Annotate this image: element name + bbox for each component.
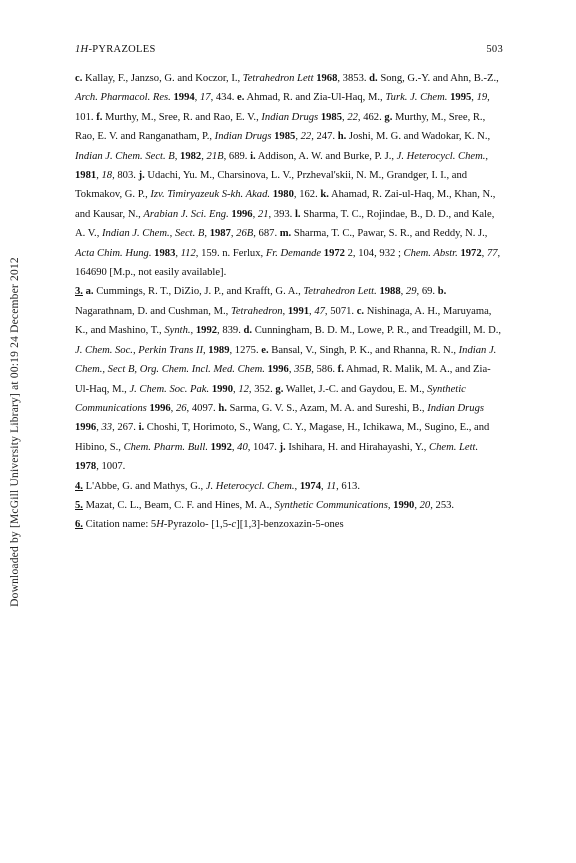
download-note: Downloaded by [McGill University Library] at 00:19 24 December 2012	[9, 256, 22, 607]
reference-3: 3. a. Cummings, R. T., DiZio, J. P., and Krafft, G. A., Tetrahedron Lett. 1988, 29, 69. b. Nagarathnam, D. and Cushman, M., Tetrahedron, 1991, 47, 5071. c. Nishinaga, A. H., Maruyama, K., and Mashino, T., Synth., 1992, 839. d. Cunningham, B. D. M., Lowe, P. R., and Treadgill, M. D., J. Chem. Soc., Perkin Trans II, 1989, 1275. e. Bansal, V., Singh, P. K., and Rhanna, R. N., Indian J. Chem., Sect B, Org. Chem. Incl. Med. Chem. 1996, 35B, 586. f. Ahmad, R. Malik, M. A., and Zia-Ul-Haq, M., J. Chem. Soc. Pak. 1990, 12, 352. g. Wallet, J.-C. and Gaydou, E. M., Synthetic Communications 1996, 26, 4097. h. Sarma, G. V. S., Azam, M. A. and Sureshi, B., Indian Drugs 1996, 33, 267. i. Choshi, T, Horimoto, S., Wang, C. Y., Magase, H., Ichikawa, M., Sugino, E., and Hibino, S., Chem. Pharm. Bull. 1992, 40, 1047. j. Ishihara, H. and Hirahayashi, Y., Chem. Lett. 1978, 1007.	[75, 286, 502, 473]
reference-4: 4. L'Abbe, G. and Mathys, G., J. Heterocycl. Chem., 1974, 11, 613.	[75, 480, 360, 492]
running-title: 1H-PYRAZOLES	[75, 44, 156, 55]
reference-2-continued: c. Kallay, F., Janzso, G. and Koczor, I., Tetrahedron Lett 1968, 3853. d. Song, G.-Y. and Ahn, B.-Z., Arch. Pharmacol. Res. 1994, 17, 434. e. Ahmad, R. and Zia-Ul-Haq, M., Turk. J. Chem. 1995, 19, 101. f. Murthy, M., Sree, R. and Rao, E. V., Indian Drugs 1985, 22, 462. g. Murthy, M., Sree, R., Rao, E. V. and Ranganatham, P., Indian Drugs 1985, 22, 247. h. Joshi, M. G. and Wadokar, K. N., Indian J. Chem. Sect. B, 1982, 21B, 689. i. Addison, A. W. and Burke, P. J., J. Heterocycl. Chem., 1981, 18, 803. j. Udachi, Yu. M., Charsinova, L. V., Przheval'skii, N. M., Grandger, I. I., and Tokmakov, G. P., Izv. Timiryazeuk S-kh. Akad. 1980, 162. k. Ahamad, R. Zai-ul-Haq, M., Khan, N., and Kausar, N., Arabian J. Sci. Eng. 1996, 21, 393. l. Sharma, T. C., Rojindae, B., D. D., and Kale, A. V., Indian J. Chem., Sect. B, 1987, 26B, 687. m. Sharma, T. C., Pawar, S. R., and Reddy, N. J., Acta Chim. Hung. 1983, 112, 159. n. Ferlux, Fr. Demande 1972 2, 104, 932 ; Chem. Abstr. 1972, 77, 164690 [M.p., not easily available].	[75, 73, 501, 279]
page-number: 503	[486, 44, 503, 55]
download-sidebar	[0, 0, 30, 863]
references-body	[75, 69, 503, 535]
reference-6: 6. Citation name: 5H-Pyrazolo- [1,5-c][1,3]-benzoxazin-5-ones	[75, 519, 344, 531]
page-header	[75, 44, 503, 55]
reference-5: 5. Mazat, C. L., Beam, C. F. and Hines, M. A., Synthetic Communications, 1990, 20, 253.	[75, 499, 455, 511]
